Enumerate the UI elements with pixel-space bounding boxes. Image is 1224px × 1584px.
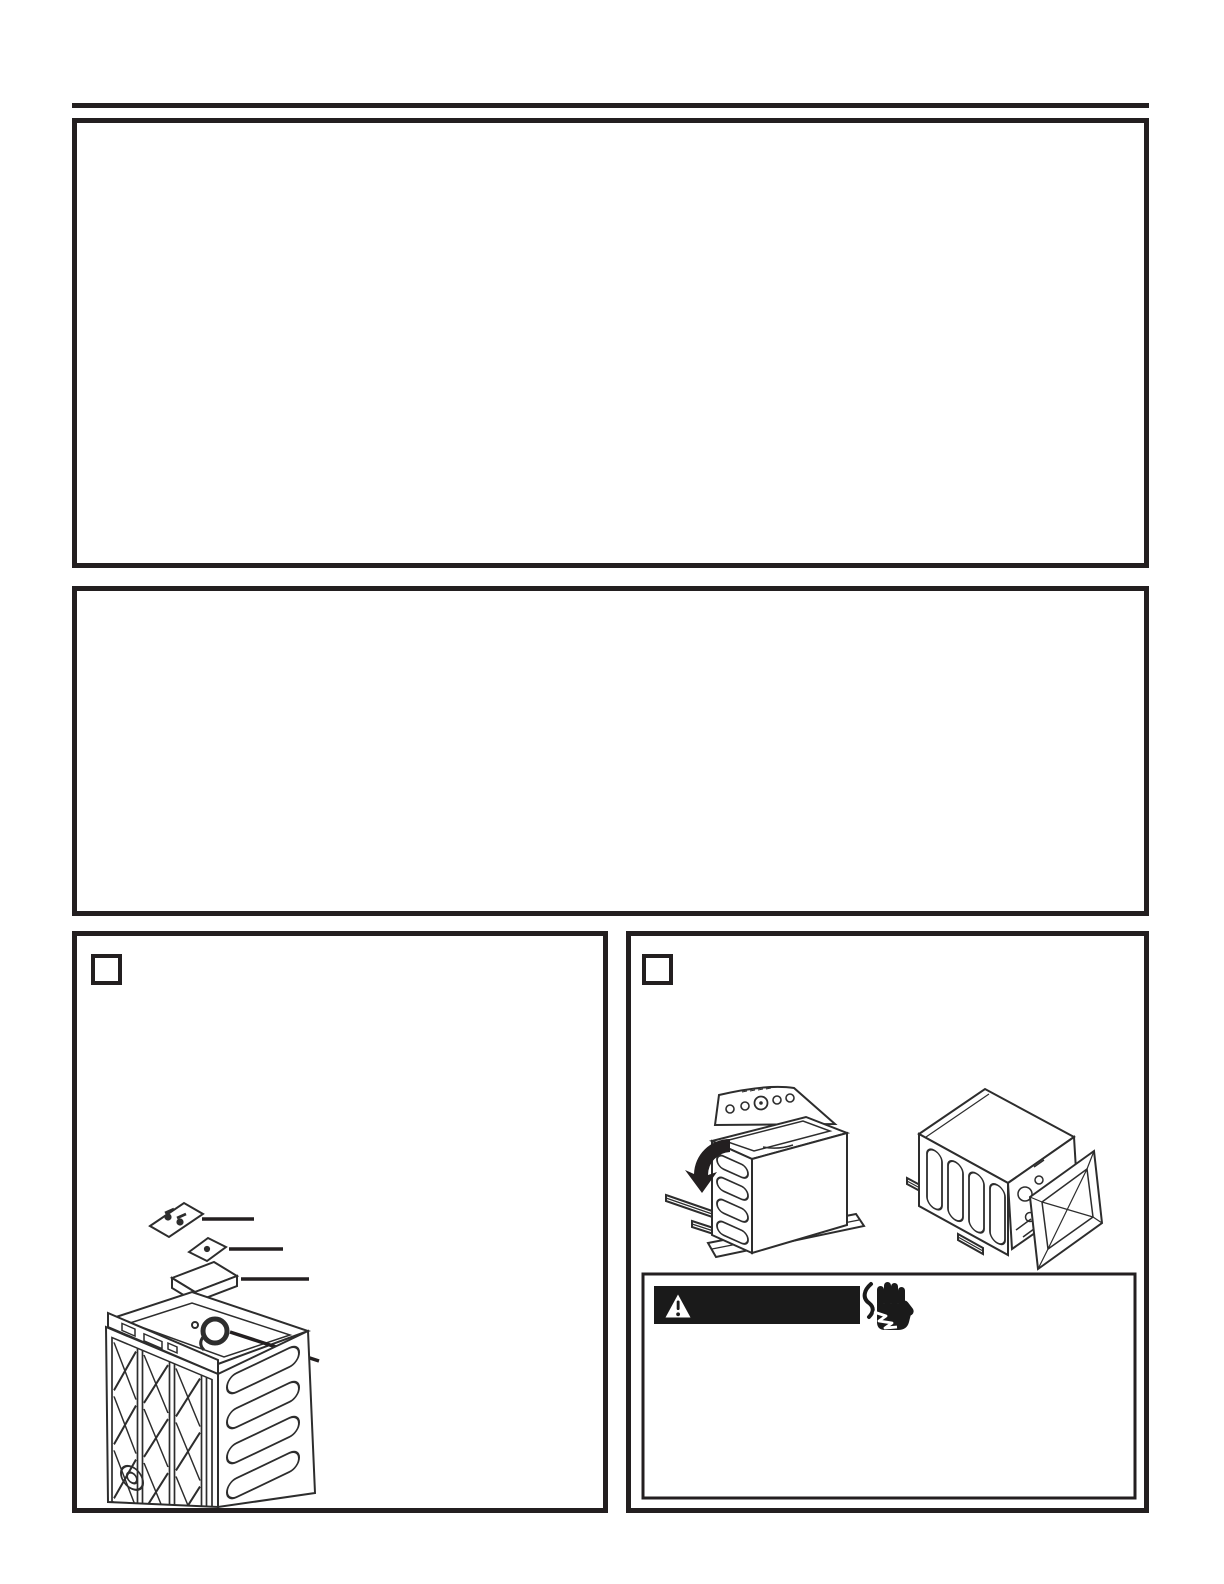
panel-middle-empty bbox=[72, 586, 1149, 916]
step-marker-box bbox=[644, 956, 671, 983]
washer-carton bbox=[106, 1292, 319, 1513]
washer-on-back bbox=[907, 1089, 1102, 1269]
panel-top-empty bbox=[72, 118, 1149, 568]
small-parts-card bbox=[189, 1238, 226, 1261]
warning-box bbox=[643, 1274, 1135, 1498]
step-marker-box bbox=[93, 956, 120, 983]
warning-banner bbox=[654, 1286, 860, 1324]
header-rule bbox=[72, 103, 1149, 108]
hose-fittings-card bbox=[150, 1203, 203, 1237]
carton-with-parts-illustration bbox=[72, 931, 608, 1513]
panel-step-unpack-parts bbox=[72, 931, 608, 1513]
upright-washer bbox=[666, 1087, 864, 1257]
tilt-washer-illustration bbox=[626, 931, 1149, 1513]
sharp-edge-hand-icon bbox=[865, 1282, 916, 1330]
panel-step-remove-shipping-base bbox=[626, 931, 1149, 1513]
